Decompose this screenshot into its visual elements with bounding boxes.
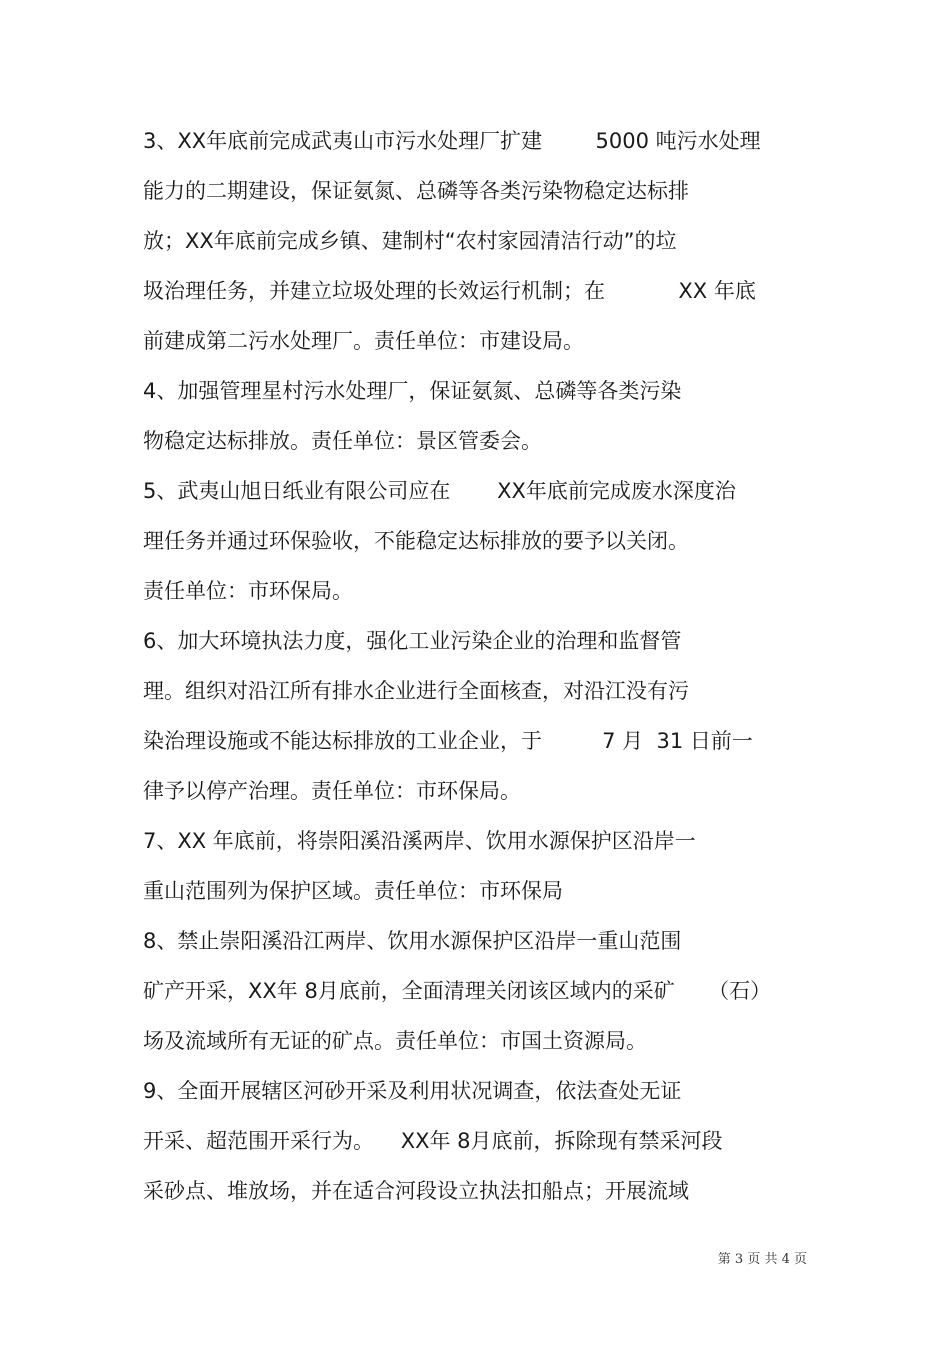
text-line: 责任单位：市环保局。 <box>143 579 353 603</box>
text-line: 场及流域所有无证的矿点。责任单位：市国土资源局。 <box>143 1029 647 1053</box>
text-line: 开采、超范围开采行为。 XX年 8月底前，拆除现有禁采河段 <box>143 1129 723 1153</box>
text-line: 矿产开采，XX年 8月底前，全面清理关闭该区域内的采矿 （石） <box>143 979 772 1003</box>
text-line: 前建成第二污水处理厂。责任单位：市建设局。 <box>143 329 584 353</box>
text-line: 采砂点、堆放场，并在适合河段设立执法扣船点；开展流域 <box>143 1179 689 1203</box>
body-text <box>143 116 823 1216</box>
text-line: 7、XX 年底前，将崇阳溪沿溪两岸、饮用水源保护区沿岸一 <box>143 829 696 853</box>
text-line: 8、禁止崇阳溪沿江两岸、饮用水源保护区沿岸一重山范围 <box>143 929 682 953</box>
text-line: 6、加大环境执法力度，强化工业污染企业的治理和监督管 <box>143 629 682 653</box>
text-line: 律予以停产治理。责任单位：市环保局。 <box>143 779 521 803</box>
text-line: 重山范围列为保护区域。责任单位：市环保局 <box>143 879 563 903</box>
text-line: 9、全面开展辖区河砂开采及利用状况调查，依法查处无证 <box>143 1079 682 1103</box>
text-line: 4、加强管理星村污水处理厂，保证氨氮、总磷等各类污染 <box>143 379 682 403</box>
text-line: 放；XX年底前完成乡镇、建制村“农村家园清洁行动”的垃 <box>143 229 677 253</box>
text-line: 能力的二期建设，保证氨氮、总磷等各类污染物稳定达标排 <box>143 179 689 203</box>
text-line: 理。组织对沿江所有排水企业进行全面核查，对沿江没有污 <box>143 679 689 703</box>
text-line: 理任务并通过环保验收，不能稳定达标排放的要予以关闭。 <box>143 529 689 553</box>
text-line: 物稳定达标排放。责任单位：景区管委会。 <box>143 429 542 453</box>
text-line: 3、XX年底前完成武夷山市污水处理厂扩建 5000 吨污水处理 <box>143 129 761 153</box>
text-line: 染治理设施或不能达标排放的工业企业，于 7 月 31 日前一 <box>143 729 753 753</box>
text-line: 5、武夷山旭日纸业有限公司应在 XX年底前完成废水深度治 <box>143 479 736 503</box>
text-line: 圾治理任务，并建立垃圾处理的长效运行机制；在 XX 年底 <box>143 279 756 303</box>
page-number-footer: 第 3 页 共 4 页 <box>717 1252 807 1267</box>
